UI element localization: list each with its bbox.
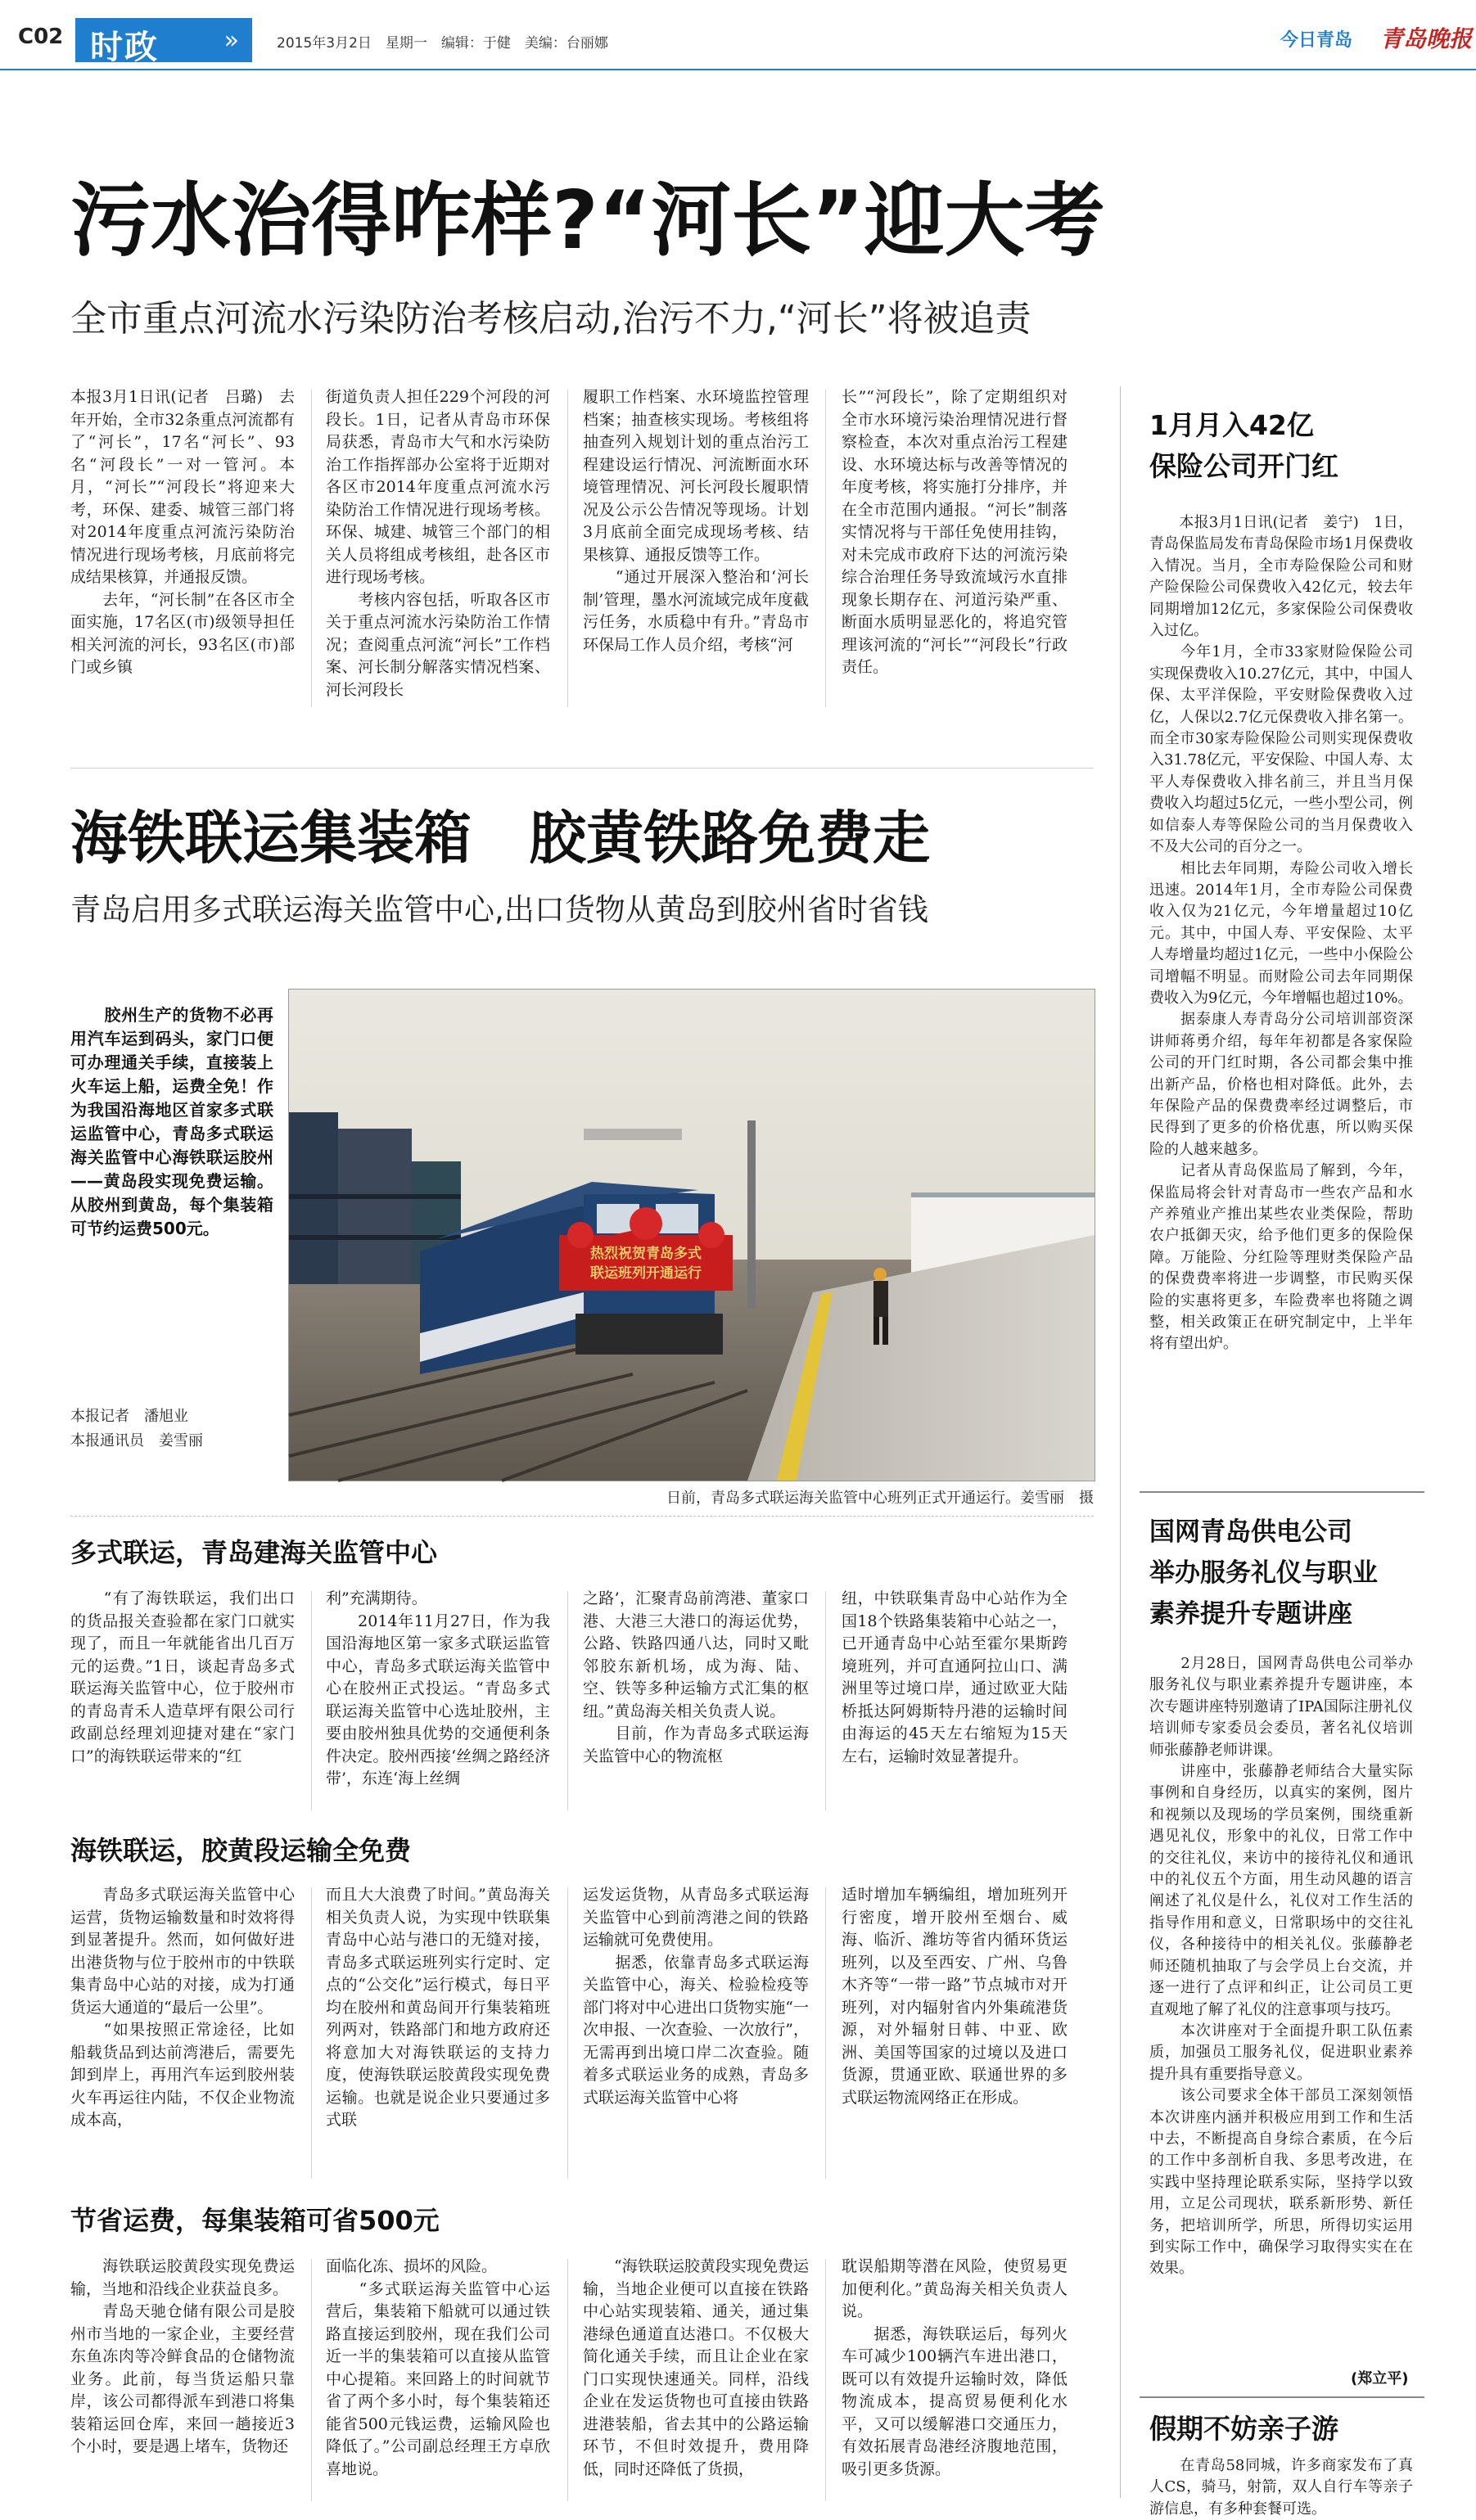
side2-bottom-rule <box>1140 2396 1424 2398</box>
sub2-divider-1 <box>311 1887 312 2179</box>
lead-col-1: 本报3月1日讯(记者 吕璐) 去年开始，全市32条重点河流都有了“河长”，17名“河长”、93名“河段长”一对一管河。本月，“河长”“河段长”将迎来大考，环保、建委、城管三部门将对2014年度重点河流污染防治情况进行现场考核，月底前将完成结果核算，并通报反馈。 去年，“河长制”在各区市全面实施，17名区(市)级领导担任相关河流的河长，93名区(市)部门或乡镇 <box>70 388 295 676</box>
sub1-divider-1 <box>311 1591 312 1810</box>
photo-caption: 日前，青岛多式联运海关监管中心班列正式开通运行。姜雪丽 摄 <box>666 1490 1094 1507</box>
side2-title-line-1: 国网青岛供电公司 <box>1149 1517 1352 1547</box>
sub1-col-2: 利”充满期待。 2014年11月27日，作为我国沿海地区第一家多式联运监管中心，青岛多式联运海关监管中心在胶州正式投运。“青岛多式联运海关监管中心选址胶州，主要由胶州独具优势的交通便利条件决定。胶州西接‘丝绸之路经济带’，东连‘海上丝绸 <box>326 1589 550 1787</box>
sub2-col-2: 而且大大浪费了时间。”黄岛海关相关负责人说，为实现中铁联集青岛中心站与港口的无缝对接，青岛多式联运班列实行定时、定点的“公交化”运行模式，每日平均在胶州和黄岛间开行集装箱班列两对，铁路部门和地方政府还将意加大对海铁联运的支持力度，使海铁联运胶黄段实现免费运输。也就是说企业只要通过多式联 <box>326 1886 550 2129</box>
sub2-divider-3 <box>825 1887 826 2179</box>
sub3-divider-1 <box>311 2259 312 2501</box>
banner-text-line-1: 热烈祝贺青岛多式 <box>590 1246 702 1262</box>
side2-title-line-3: 素养提升专题讲座 <box>1149 1599 1352 1629</box>
reporter-line-2: 本报通讯员 姜雪丽 <box>70 1432 203 1449</box>
subhead-customs-center: 多式联运，青岛建海关监管中心 <box>70 1537 438 1568</box>
sub2-col-4: 适时增加车辆编组，增加班列开行密度，增开胶州至烟台、威海、临沂、潍坊等省内循环货运班列，以及至西安、广州、乌鲁木齐等“一带一路”节点城市对开班列，对内辐射省内外集疏港货源，对外辐射日韩、中亚、欧洲、美国等国家的过境以及进口货源，贯通亚欧、联通世界的多式联运物流网络正在形成。 <box>842 1886 1068 2107</box>
subhead-free-transport: 海铁联运，胶黄段运输全免费 <box>70 1835 412 1866</box>
masthead <box>0 0 1476 65</box>
sub3-divider-3 <box>825 2259 826 2501</box>
sub1-col-3: 之路’，汇聚青岛前湾港、董家口港、大港三大港口的海运优势，公路、铁路四通八达，同时又毗邻胶东新机场，成为海、陆、空、铁等多种运输方式汇集的枢纽。”黄岛海关相关负责人说。 目前，作为青岛多式联运海关监管中心的物流枢 <box>583 1589 809 1765</box>
side3-title: 假期不妨亲子游 <box>1149 2413 1338 2445</box>
lead-col-divider-2 <box>567 390 568 707</box>
sub1-divider-3 <box>825 1591 826 1810</box>
side1-body: 本报3月1日讯(记者 姜宁) 1日，青岛保监局发布青岛保险市场1月保费收入情况。当月，全市寿险保险公司和财产险保险公司保费收入42亿元，较去年同期增加12亿元，多家保险公司保费收入过亿。 今年1月，全市33家财险保险公司实现保费收入10.27亿元，其中，中国人保、太平洋保险，平安财险保费收入过亿，人保以2.7亿元保费收入排名第一。而全市30家寿险保险公司则实现保费收入31.78亿元，平安保险、中国人寿、太平人寿保费收入排名前三，并且当月保费收入均超过5亿元，一些小型公司，例如信泰人寿等保险公司的当月保费收入不及大公司的百分之一。 相比去年同期，寿险公司收入增长迅速。2014年1月，全市寿险公司保费收入仅为21亿元，今年增量超过10亿元。其中，中国人寿、平安保险、太平人寿增量均超过1亿元，一些中小保险公司增幅不明显。而财险公司去年同期保费收入为9亿元，今年增幅也超过10%。 据泰康人寿青岛分公司培训部资深讲师蒋勇介绍，每年年初都是各家保险公司的开门红时期，各公司都会集中推出新产品，价格也相对降低。此外，去年保险产品的保费费率经过调整后，市民得到了更多的价格优惠，所以购买保险的人越来越多。 记者从青岛保监局了解到，今年，保监局将会针对青岛市一些农产品和水产养殖业产推出某些农业类保险，帮助农户抵御天灾，给予他们更多的保险保障。万能险、分红险等理财类保险产品的保费费率将进一步调整，市民购买保险的实惠将更多，车险费率也将随之调整，相关政策正在研究制定中，上半年将有望出炉。 <box>1149 514 1413 1353</box>
sub2-divider-2 <box>567 1887 568 2179</box>
header-rule <box>0 69 1476 70</box>
train-photo <box>288 989 1095 1481</box>
side2-byline: (郑立平) <box>1351 2370 1409 2387</box>
subhead-save-cost: 节省运费，每集装箱可省500元 <box>70 2205 440 2236</box>
train-photo-illustration <box>289 990 1095 1481</box>
lead-headline: 污水治得咋样?“河长”迎大考 <box>70 174 1105 268</box>
lead-subheadline: 全市重点河流水污染防治考核启动,治污不力,“河长”将被追责 <box>70 298 1031 340</box>
side3-body: 在青岛58同城，许多商家发布了真人CS，骑马，射箭，双人自行车等亲子游信息，有多种套餐可选。 <box>1149 2457 1413 2518</box>
rail-headline: 海铁联运集装箱 胶黄铁路免费走 <box>70 805 930 872</box>
sub1-col-1: “有了海铁联运，我们出口的货品报关查验都在家门口就实现了，而且一年就能省出几百万元的运费。”1日，谈起青岛多式联运海关监管中心，位于胶州市的青岛青禾人造草坪有限公司行政副总经理刘迎捷对建在“家门口”的海铁联运带来的“红 <box>70 1589 295 1765</box>
sub1-divider-2 <box>567 1591 568 1810</box>
lead-bottom-rule <box>70 768 1094 769</box>
lead-col-divider-3 <box>825 390 826 707</box>
section-badge <box>75 18 252 66</box>
sub3-col-3: “海铁联运胶黄段实现免费运输，当地企业便可以直接在铁路中心站实现装箱、通关，通过集港绿色通道直达港口。不仅极大简化通关手续，而且让企业在家门口实现快速通关。同样，沿线企业在发运货物也可直接由铁路进港装船，省去其中的公路运输环节，不但时效提升，费用降低，同时还降低了货损， <box>583 2257 809 2478</box>
chevron-right-icon: » <box>223 26 239 55</box>
reporter-line-1: 本报记者 潘旭业 <box>70 1408 188 1425</box>
paper-logo: 青岛晚报 <box>1380 25 1473 52</box>
sub3-col-2: 面临化冻、损坏的风险。 “多式联运海关监管中心运营后，集装箱下船就可以通过铁路直接运到胶州，现在我们公司近一半的集装箱可以直接从监管中心提箱。来回路上的时间就节省了两个多小时，每个集装箱还能省500元钱运费，运输风险也降低了。”公司副总经理王方卓欣喜地说。 <box>326 2257 550 2478</box>
side2-title-line-2: 举办服务礼仪与职业 <box>1149 1558 1378 1588</box>
lead-col-4: 长”“河段长”，除了定期组织对全市水环境污染治理情况进行督察检查，本次对重点治污工程建设、水环境达标与改善等情况的年度考核，将实施打分排序，并在全市范围内通报。“河长”制落实情况将与干部任免使用挂钩，对未完成市政府下达的河流污染综合治理任务导致流域污水直排现象长期存在、河道污染严重、断面水质明显恶化的，将追究管理该河流的“河长”“河段长”行政责任。 <box>842 388 1068 676</box>
caption-dash-rule <box>70 1516 1094 1517</box>
rail-lead-text: 胶州生产的货物不必再用汽车运到码头，家门口便可办理通关手续，直接装上火车运上船，运费全免！作为我国沿海地区首家多式联运监管中心，青岛多式联运海关监管中心海铁联运胶州——黄岛段实现免费运输。从胶州到黄岛，每个集装箱可节约运费500元。 <box>70 1005 273 1238</box>
side2-body: 2月28日，国网青岛供电公司举办服务礼仪与职业素养提升专题讲座，本次专题讲座特别邀请了IPA国际注册礼仪培训师专家委员会委员，著名礼仪培训师张藤静老师讲课。 讲座中，张藤静老师结合大量实际事例和自身经历，以真实的案例，图片和视频以及现场的学员案例，围绕重新遇见礼仪，形象中的礼仪，日常工作中的交往礼仪，来访中的接待礼仪和通讯中的礼仪五个方面，用生动风趣的语言阐述了礼仪是什么，礼仪对工作生活的指导作用和意义，日常职场中的交往礼仪，各种接待中的相关礼仪。张藤静老师还随机抽取了与会学员上台交流，并逐一进行了点评和纠正，让公司员工更直观地了解了礼仪的注意事项与技巧。 本次讲座对于全面提升职工队伍素质，加强员工服务礼仪，促进职业素养提升具有重要指导意义。 该公司要求全体干部员工深刻领悟本次讲座内涵并积极应用到工作和生活中去，不断提高自身综合素质，在今后的工作中多剖析自我、多思考改进，在实践中坚持理论联系实际，坚持学以致用，立足公司现状，联系新形势、新任务，把培训所学，所思，所得切实运用到实际工作中，确保学习取得实实在在效果。 <box>1149 1655 1413 2278</box>
sidebar-divider <box>1120 386 1121 2498</box>
sub2-col-1: 青岛多式联运海关监管中心运营，货物运输数量和时效将得到显著提升。然而，如何做好进出港货物与位于胶州市的中铁联集青岛中心站的对接，成为打通货运大通道的“最后一公里”。 “如果按照正常途径，比如船载货品到达前湾港后，需要先卸到岸上，再用汽车运到胶州装火车再运往内陆，不仅企业物流成本高， <box>70 1886 295 2129</box>
rail-subheadline: 青岛启用多式联运海关监管中心,出口货物从黄岛到胶州省时省钱 <box>70 892 928 927</box>
sub3-col-4: 耽误船期等潜在风险，使贸易更加便利化。”黄岛海关相关负责人说。 据悉，海铁联运后，每列火车可减少100辆汽车进出港口，既可以有效提升运输时效，降低物流成本，提高贸易便利化水平，又可以缓解港口交通压力，有效拓展青岛港经济腹地范围，吸引更多货源。 <box>842 2257 1068 2478</box>
page-number: C02 <box>18 25 64 49</box>
side1-bottom-rule <box>1140 1491 1424 1493</box>
date-editor-line: 2015年3月2日 星期一 编辑：于健 美编：台丽娜 <box>277 35 608 52</box>
sub1-col-4: 纽，中铁联集青岛中心站作为全国18个铁路集装箱中心站之一，已开通青岛中心站至霍尔果斯跨境班列，并可直通阿拉山口、满洲里等过境口岸，通过欧亚大陆桥抵达阿姆斯特丹港的运输时间由海运的45天左右缩短为15天左右，运输时效显著提升。 <box>842 1589 1068 1765</box>
lead-col-divider-1 <box>311 390 312 707</box>
banner-text-line-2: 联运班列开通运行 <box>590 1265 702 1282</box>
edition-label: 今日青岛 <box>1280 30 1353 51</box>
section-title: 时政 <box>90 29 159 66</box>
side1-title-line-1: 1月月入42亿 <box>1149 409 1314 441</box>
lead-col-3: 履职工作档案、水环境监控管理档案；抽查核实现场。考核组将抽查列入规划计划的重点治污工程建设运行情况、河流断面水环境管理情况、河长河段长履职情况及公示公告情况等现场。计划3月底前全面完成现场考核、结果核算、通报反馈等工作。 “通过开展深入整治和‘河长制’管理，墨水河流域完成年度截污任务，水质稳中有升。”青岛市环保局工作人员介绍，考核“河 <box>583 388 809 654</box>
side1-title-line-2: 保险公司开门红 <box>1149 450 1338 482</box>
sub3-col-1: 海铁联运胶黄段实现免费运输，当地和沿线企业获益良多。 青岛天驰仓储有限公司是胶州市当地的一家企业，主要经营东鱼冻肉等冷鲜食品的仓储物流业务。此前，每当货运船只靠岸，该公司都得派车到港口将集装箱运回仓库，来回一趟接近3个小时，要是遇上堵车，货物还 <box>70 2257 295 2455</box>
sub2-col-3: 运发运货物，从青岛多式联运海关监管中心到前湾港之间的铁路运输就可免费使用。 据悉，依靠青岛多式联运海关监管中心，海关、检验检疫等部门将对中心进出口货物实施“一次申报、一次查验、一次放行”，无需再到出境口岸二次查验。随着多式联运业务的成熟，青岛多式联运海关监管中心将 <box>583 1886 809 2107</box>
sub3-divider-2 <box>567 2259 568 2501</box>
lead-col-2: 街道负责人担任229个河段的河段长。1日，记者从青岛市环保局获悉，青岛市大气和水污染防治工作指挥部办公室将于近期对各区市2014年度重点河流水污染防治工作情况进行现场考核。环保、城建、城管三个部门的相关人员将组成考核组，赴各区市进行现场考核。 考核内容包括，听取各区市关于重点河流水污染防治工作情况；查阅重点河流“河长”工作档案、河长制分解落实情况档案、河长河段长 <box>326 388 550 699</box>
